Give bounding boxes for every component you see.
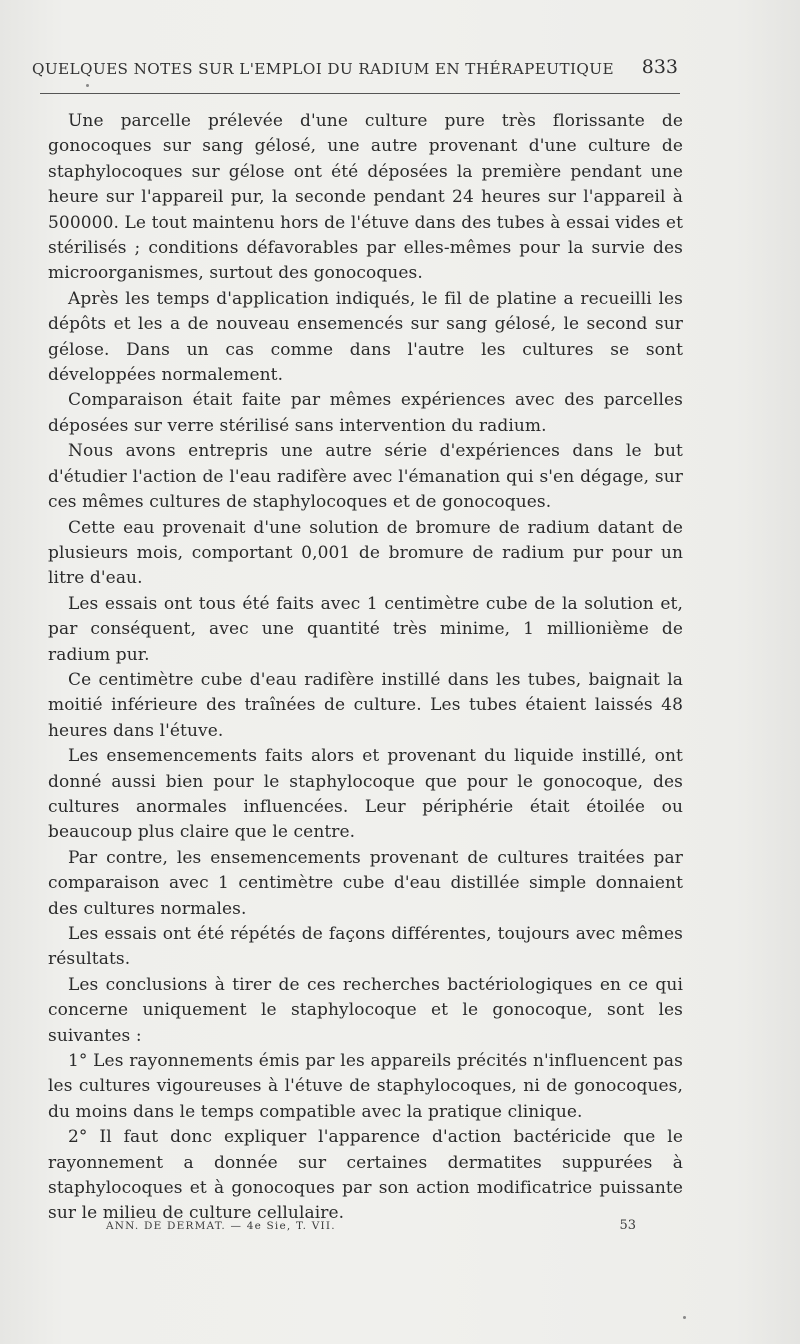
body-text (48, 109, 683, 1227)
paper-speck (86, 84, 89, 87)
conclusion-item: 1° Les rayonnements émis par les appareils précités n'influencent pas les cultures vigoureuses à l'étuve de staphylocoques, ni de gonocoques, du moins dans le temps compatible avec la pratique clinique. (48, 1051, 683, 1122)
paragraph: Cette eau provenait d'une solution de bromure de radium datant de plusieurs mois, comportant 0,001 de bromure de radium pur pour un litre d'eau. (48, 517, 683, 589)
paragraph: Nous avons entrepris une autre série d'expériences dans le but d'étudier l'action de l'eau radifère avec l'émanation qui s'en dégage, sur ces mêmes cultures de staphylocoques et de gonocoques. (48, 441, 683, 513)
running-head: QUELQUES NOTES SUR L'EMPLOI DU RADIUM EN THÉRAPEUTIQUE (32, 60, 614, 78)
paragraph: Les essais ont tous été faits avec 1 centimètre cube de la solution et, par conséquent, avec une quantité très minime, 1 millionième de radium pur. (48, 593, 683, 665)
paragraph: Une parcelle prélevée d'une culture pure très florissante de gonocoques sur sang gélosé, une autre provenant d'une culture de staphylocoques sur gélose ont été déposées la première pendant une heure sur l'appareil pur, la seconde pendant 24 heures sur l'appareil à 500000. Le tout maintenu hors de l'étuve dans des tubes à essai vides et stérilisés ; conditions défavorables par elles-mêmes pour la survie des microorganismes, surtout des gonocoques. (48, 111, 683, 284)
signature-mark: 53 (619, 1218, 636, 1233)
paragraph: Ce centimètre cube d'eau radifère instillé dans les tubes, baignait la moitié inférieure des traînées de culture. Les tubes étaient laissés 48 heures dans l'étuve. (48, 669, 683, 741)
journal-reference: ANN. DE DERMAT. — 4e Sie, T. VII. (106, 1220, 336, 1232)
paper-speck (683, 1316, 686, 1319)
paragraph: Après les temps d'application indiqués, le fil de platine a recueilli les dépôts et les a de nouveau ensemencés sur sang gélosé, le second sur gélose. Dans un cas comme dans l'autre les cultures se sont développées normalement. (48, 288, 683, 386)
paragraph: Les ensemencements faits alors et provenant du liquide instillé, ont donné aussi bien pour le staphylocoque que pour le gonocoque, des cultures anormales influencées. Leur périphérie était étoilée ou beaucoup plus claire que le centre. (48, 746, 683, 843)
paragraph: Par contre, les ensemencements provenant de cultures traitées par comparaison avec 1 centimètre cube d'eau distillée simple donnaient des cultures normales. (48, 847, 683, 919)
page-number: 833 (641, 56, 678, 78)
paragraph: Comparaison était faite par mêmes expériences avec des parcelles déposées sur verre stérilisé sans intervention du radium. (48, 390, 683, 436)
page-footer (106, 1220, 636, 1240)
paragraph: Les essais ont été répétés de façons différentes, toujours avec mêmes résultats. (48, 924, 683, 970)
conclusion-item: 2° Il faut donc expliquer l'apparence d'action bactéricide que le rayonnement a donnée sur certaines dermatites suppurées à staphylocoques et à gonocoques par son action modificatrice puissante sur le milieu de culture cellulaire. (48, 1127, 683, 1224)
paragraph: Les conclusions à tirer de ces recherches bactériologiques en ce qui concerne uniquement le staphylocoque et le gonocoque, sont les suivantes : (48, 974, 683, 1046)
page-header (32, 54, 678, 84)
header-rule (40, 93, 680, 94)
